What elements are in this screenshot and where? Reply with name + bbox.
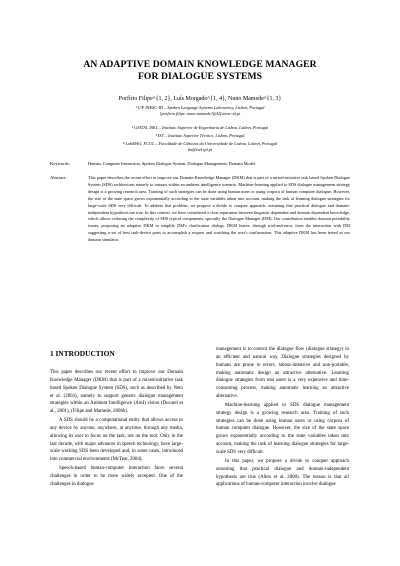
body-column-right (216, 346, 349, 490)
affiliations (40, 105, 360, 116)
affiliation-2: ² GIATSI, ISEL – Instituto Superior de Engenharia de Lisboa, Lisbon, Portugal (131, 125, 269, 130)
paragraph: Machine-learning applied to SDS dialogue management strategy design is a growing research area. Training of such strategies can be done using human users or using corpora of human computer dialogue. However, the size of the state space grows exponentially according to the state variables taken into account, making the task of learning dialogue strategies for large-scale SDS very difficult. (216, 402, 349, 455)
paper-title (40, 59, 360, 83)
affiliation-4-block (40, 141, 360, 152)
abstract-text: This paper describes the recent effort to improve our Domain Knowledge Manager (DKM) that is part of a mixed-initiative task based Spoken Dialogue System (SDS) architecture, namely to interact within an ambient intelligence scenario. Machine-learning applied to SDS dialogue management strategy design is a growing research area. Training of such strategies can be done using human users or using corpora of human computer dialogue. However, the size of the state space grows exponentially according to the state variables taken into account, making the task of learning dialogue strategies for large-scale SDS very difficult. To address that problem, we propose a divide to conquer approach, assuming that practical dialogue and domain-independent hypothesis are true. In this context, we have considered a clear separation between linguistic dependent and domain dependent knowledge, which allows reducing the complexity of SDS typical components, specially the Dialogue Manager (DM). Our contribution enables domain portability issues, proposing an adaptive DKM to simplify DM's clarification dialogs. DKM learns, through trial-and-error, from the interaction with DM suggesting a set of best task-device pairs to accomplish a request and watching the user's confirmation. This adaptive DKM has been tested in our domain simulator. (88, 175, 350, 243)
affiliation-4: ⁴ LabMAG, FCUL – Faculdade de Ciências da Universidade de Lisboa, Lisbon, Portugal (122, 141, 278, 146)
paragraph: management is to control the dialogue flow (dialogue strategy) in an efficient and natural way. Dialogue strategies designed by humans are prone to errors, labour-intensive and non-portable, making automatic design an attractive alternative. Learning dialogue strategies from real users is a very expensive and time-consuming process, making automatic learning an attractive alternative. (216, 347, 349, 400)
section-heading-introduction: 1 INTRODUCTION (50, 349, 115, 358)
keywords-text: Human–Computer Interaction, Spoken Dialogue System, Dialogue Management, Domain Model. (88, 161, 257, 166)
author-list: Porfírio Filipe^{1, 2}, Luís Morgado^{1, 4}, Nuno Mamede^{1, 3} (118, 96, 282, 102)
title-line-1: AN ADAPTIVE DOMAIN KNOWLEDGE MANAGER (83, 59, 317, 70)
paragraph: Speech-based human-computer interaction faces several challenges in order to be more widely accepted. One of the challenges in dialogue (50, 466, 183, 487)
paragraph: This paper describes our recent effort to improve our Domain Knowledge Manager (DKM) that is part of a mixed-initiative task based Spoken Dialogue System (SDS), such as described by Neto et al. (2003), namely to support generic dialogue management strategies within an Ambient Intelligence (AmI) vision (Ducatel et al., 2001), (Filipe and Mamede, 2006b). (50, 370, 183, 415)
affiliation-4-email: lm@isel.ipl.pt (187, 146, 213, 152)
paragraph: In this paper, we propose a divide to conquer approach assuming that practical dialogue and domain-independent hypothesis are true (Allen et al. 2000). The reason is that all applications of human-computer interaction involve dialogue (216, 458, 349, 488)
body-column-left (50, 349, 183, 490)
affiliation-1: ¹ L²F INESC-ID – Spoken Language Systems Laboratory, Lisbon, Portugal (135, 105, 265, 110)
title-line-2: FOR DIALOGUE SYSTEMS (137, 71, 263, 82)
keywords-label: Keywords: (50, 161, 71, 166)
affiliation-1-email: {porfirio.filipe, nuno.mamede}@l2f.inesc-id.pt (159, 110, 241, 116)
affiliation-3: ³ IST – Instituto Superior Técnico, Lisbon, Portugal (155, 133, 245, 138)
paragraph: A SDS should be a computational entity that allows access to any device by anyone, anywhere, at anytime, through any media, allowing its user to focus on the task, not on the tool. Only in the last decade, with major advances in speech technology, have large-scale working SDS been developed and, in some cases, introduced into commercial environments (McTear, 2004). (50, 418, 183, 463)
abstract-label: Abstract: (50, 175, 67, 180)
